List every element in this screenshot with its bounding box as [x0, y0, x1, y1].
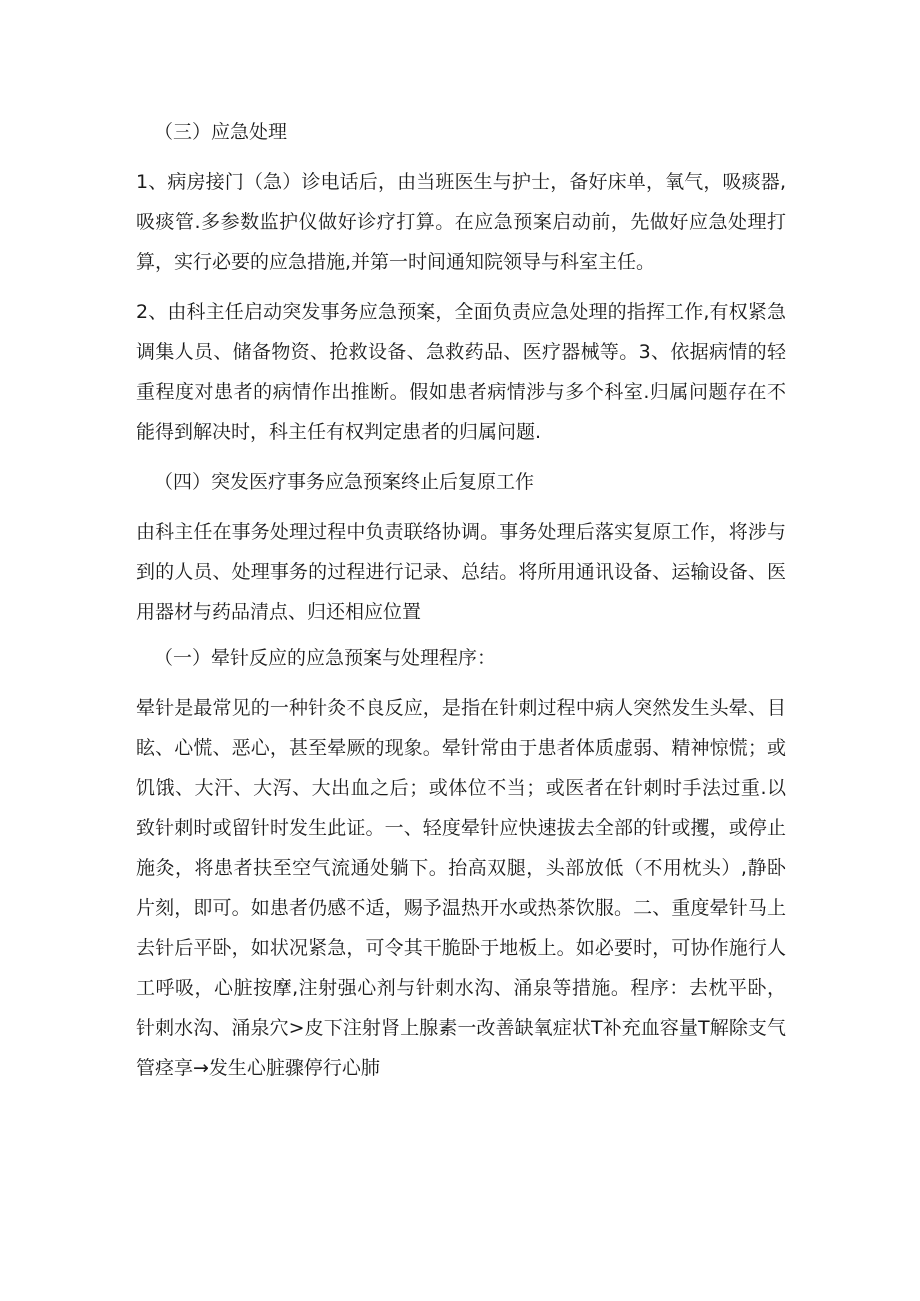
paragraph-recovery-coordination: 由科主任在事务处理过程中负责联络协调。事务处理后落实复原工作，将涉与到的人员、处理事务的过程进行记录、总结。将所用通讯设备、运输设备、医用器材与药品清点、归还相应位置	[136, 521, 786, 623]
paragraph-director-command: 2、由科主任启动突发事务应急预案，全面负责应急处理的指挥工作,有权紧急调集人员、储备物资、抢救设备、急救药品、医疗器械等。3、依据病情的轻重程度对患者的病情作出推断。假如患者病情涉与多个科室.归属问题存在不能得到解决时，科主任有权判定患者的归属问题.	[136, 301, 786, 443]
paragraph-needle-fainting-procedure: 晕针是最常见的一种针灸不良反应，是指在针刺过程中病人突然发生头晕、目眩、心慌、恶心，甚至晕厥的现象。晕针常由于患者体质虚弱、精神惊慌；或饥饿、大汗、大泻、大出血之后；或体位不当；或医者在针刺时手法过重.以致针刺时或留针时发生此证。一、轻度晕针应快速拔去全部的针或攫，或停止施灸，将患者扶至空气流通处躺下。抬高双腿，头部放低（不用枕头）,静卧片刻，即可。如患者仍感不适，赐予温热开水或热茶饮服。二、重度晕针马上去针后平卧，如状况紧急，可令其干脆卧于地板上。如必要时，可协作施行人工呼吸，心脏按摩,注射强心剂与针刺水沟、涌泉等措施。程序：去枕平卧，针刺水沟、涌泉穴>皮下注射肾上腺素一改善缺氧症状T补充血容量T解除支气管痉享→发生心脏骤停行心肺	[136, 697, 786, 1079]
section-heading-needle-fainting: （一）晕针反应的应急预案与处理程序：	[154, 647, 497, 669]
paragraph-ward-call-procedure: 1、病房接门（急）诊电话后，由当班医生与护士，备好床单，氧气，吸痰器,吸痰管.多参数监护仪做好诊疗打算。在应急预案启动前，先做好应急处理打算，实行必要的应急措施,并第一时间通知院领导与科室主任。	[136, 171, 786, 273]
document-body	[136, 112, 786, 1098]
section-heading-emergency-handling: （三）应急处理	[154, 121, 288, 143]
section-heading-recovery-work: （四）突发医疗事务应急预案终止后复原工作	[154, 471, 535, 493]
